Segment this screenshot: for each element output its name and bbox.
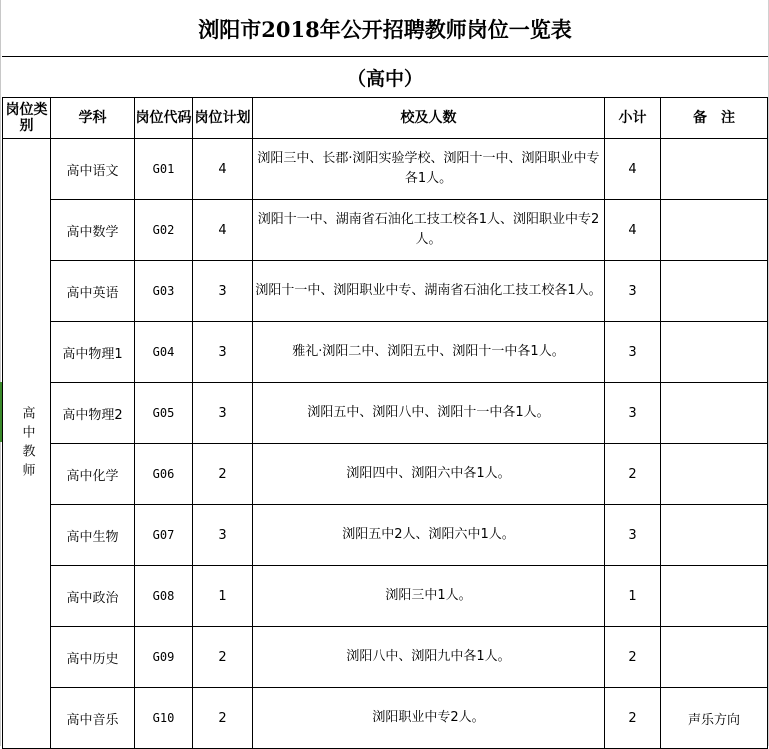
header-plan: 岗位计划 (193, 98, 253, 139)
cell-schools: 浏阳职业中专2人。 (253, 688, 605, 749)
table-row (3, 322, 768, 383)
table-row (3, 200, 768, 261)
cell-schools: 浏阳五中2人、浏阳六中1人。 (253, 505, 605, 566)
cell-plan: 3 (193, 322, 253, 383)
table-row (3, 444, 768, 505)
cell-subject: 高中英语 (51, 261, 135, 322)
header-subtotal: 小计 (605, 98, 661, 139)
cell-remark: 声乐方向 (661, 688, 768, 749)
cell-code: G10 (135, 688, 193, 749)
cell-schools: 浏阳五中、浏阳八中、浏阳十一中各1人。 (253, 383, 605, 444)
table-row (3, 688, 768, 749)
category-label: 高中教师 (19, 405, 35, 482)
cell-subject: 高中语文 (51, 139, 135, 200)
table-row (3, 505, 768, 566)
cell-code: G02 (135, 200, 193, 261)
header-schools: 校及人数 (253, 98, 605, 139)
cell-subtotal: 4 (605, 200, 661, 261)
cell-subject: 高中政治 (51, 566, 135, 627)
cell-code: G05 (135, 383, 193, 444)
cell-subject: 高中物理2 (51, 383, 135, 444)
cell-remark (661, 444, 768, 505)
cell-code: G07 (135, 505, 193, 566)
cell-subtotal: 2 (605, 688, 661, 749)
cell-subject: 高中物理1 (51, 322, 135, 383)
cell-remark (661, 505, 768, 566)
cell-code: G06 (135, 444, 193, 505)
cell-schools: 浏阳十一中、湖南省石油化工技工校各1人、浏阳职业中专2人。 (253, 200, 605, 261)
cell-plan: 2 (193, 688, 253, 749)
cell-code: G08 (135, 566, 193, 627)
cell-code: G01 (135, 139, 193, 200)
cell-subtotal: 4 (605, 139, 661, 200)
cell-schools: 浏阳三中、长郡·浏阳实验学校、浏阳十一中、浏阳职业中专各1人。 (253, 139, 605, 200)
cell-schools: 雅礼·浏阳二中、浏阳五中、浏阳十一中各1人。 (253, 322, 605, 383)
table-row (3, 383, 768, 444)
cell-remark (661, 627, 768, 688)
cell-subtotal: 2 (605, 444, 661, 505)
header-category: 岗位类别 (3, 98, 51, 139)
cell-schools: 浏阳四中、浏阳六中各1人。 (253, 444, 605, 505)
table-subtitle: （高中） (3, 57, 768, 98)
cell-subtotal: 1 (605, 566, 661, 627)
table-row (3, 139, 768, 200)
cell-remark (661, 261, 768, 322)
category-cell (3, 139, 51, 749)
cell-subtotal: 3 (605, 505, 661, 566)
cell-code: G09 (135, 627, 193, 688)
sheet-left-edge (0, 0, 1, 746)
cell-plan: 3 (193, 505, 253, 566)
cell-plan: 1 (193, 566, 253, 627)
cell-remark (661, 200, 768, 261)
cell-remark (661, 566, 768, 627)
cell-plan: 4 (193, 139, 253, 200)
cell-subject: 高中历史 (51, 627, 135, 688)
cell-subject: 高中音乐 (51, 688, 135, 749)
cell-subject: 高中化学 (51, 444, 135, 505)
positions-table (2, 0, 768, 749)
cell-plan: 3 (193, 261, 253, 322)
cell-subtotal: 2 (605, 627, 661, 688)
table-title: 浏阳市2018年公开招聘教师岗位一览表 (3, 1, 768, 57)
cell-code: G03 (135, 261, 193, 322)
table-row (3, 566, 768, 627)
header-row (3, 98, 768, 139)
cell-schools: 浏阳十一中、浏阳职业中专、湖南省石油化工技工校各1人。 (253, 261, 605, 322)
cell-remark (661, 383, 768, 444)
cell-subtotal: 3 (605, 261, 661, 322)
cell-subtotal: 3 (605, 383, 661, 444)
cell-plan: 2 (193, 444, 253, 505)
cell-plan: 3 (193, 383, 253, 444)
cell-plan: 4 (193, 200, 253, 261)
header-remark: 备 注 (661, 98, 768, 139)
table-row (3, 627, 768, 688)
cell-code: G04 (135, 322, 193, 383)
cell-remark (661, 139, 768, 200)
cell-schools: 浏阳三中1人。 (253, 566, 605, 627)
cell-subject: 高中数学 (51, 200, 135, 261)
table-row (3, 261, 768, 322)
header-subject: 学科 (51, 98, 135, 139)
header-code: 岗位代码 (135, 98, 193, 139)
cell-remark (661, 322, 768, 383)
cell-subject: 高中生物 (51, 505, 135, 566)
cell-schools: 浏阳八中、浏阳九中各1人。 (253, 627, 605, 688)
cell-plan: 2 (193, 627, 253, 688)
cell-subtotal: 3 (605, 322, 661, 383)
